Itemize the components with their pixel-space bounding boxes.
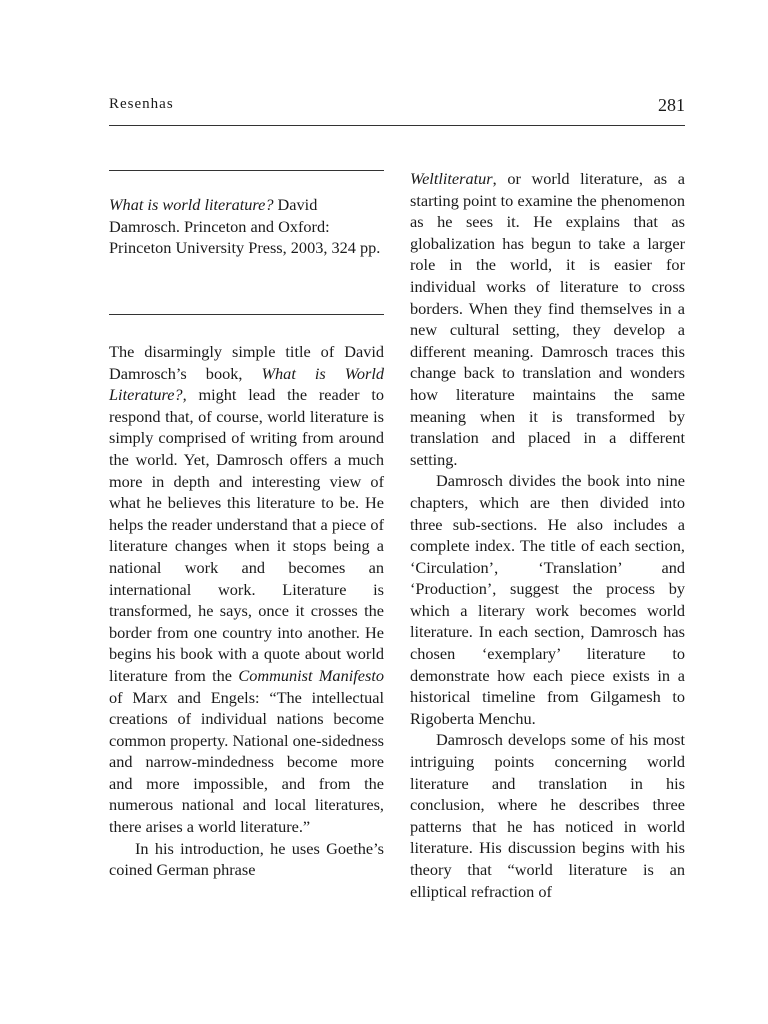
review-paragraph: Damrosch divides the book into nine chapters, which are then divided into three sub-sections. He also includes a complete index. The title of each section, ‘Circulation’, ‘Translation’ and ‘Production’, suggest the process by which a literary work becomes world literature. In each section, Damrosch has chosen ‘exemplary’ literature to demonstrate how each piece exists in a historical timeline from Gilgamesh to Rigoberta Menchu. xyxy=(410,471,685,728)
running-header: Resenhas xyxy=(109,96,174,112)
review-paragraph xyxy=(109,341,384,838)
paragraph-text: The disarmingly simple title of David Damrosch’s book, xyxy=(109,342,384,383)
book-citation xyxy=(109,194,384,259)
header-rule xyxy=(109,125,685,126)
paragraph-text: might lead the reader to respond that, of course, world literature is simply comprised of writing from around the world. Yet, Damrosch offers a much more in depth and interesting view of what he believes this literature to be. He helps the reader understand that a piece of literature changes when it stops being a national work and becomes an international work. Literature is transformed, he says, once it crosses the border from one country into another. He begins his book with a quote about world literature from the xyxy=(109,385,384,685)
left-column xyxy=(109,341,384,881)
citation-top-rule xyxy=(109,170,384,171)
book-details: David Damrosch. Princeton and Oxford: Princeton University Press, 2003, 324 pp. xyxy=(109,195,381,258)
book-title-italic: What is World Literature?, xyxy=(109,363,384,405)
review-paragraph: In his introduction, he uses Goethe’s coined German phrase xyxy=(109,838,384,880)
page-number: 281 xyxy=(658,95,685,115)
review-paragraph: Damrosch develops some of his most intriguing points concerning world literature and translation in his conclusion, where he describes three patterns that he has noticed in world literature. His discussion begins with his theory that “world literature is an elliptical refraction of xyxy=(410,730,685,901)
right-column xyxy=(410,168,685,902)
citation-bottom-rule xyxy=(109,314,384,315)
review-paragraph xyxy=(410,168,685,470)
manifesto-title-italic: Communist Manifesto xyxy=(238,665,384,685)
weltliteratur-italic: Weltliteratur xyxy=(410,169,493,188)
paragraph-text: of Marx and Engels: “The intellectual creations of individual nations become common property. National one-sidedness and narrow-mindedness become more and more impossible, and from the numerous national and local literatures, there arises a world literature.” xyxy=(109,687,384,837)
paragraph-text: , or world literature, as a starting point to examine the phenomenon as he sees it. He explains that as globalization has begun to take a larger role in the world, it is easier for individual works of literature to cross borders. When they find themselves in a new cultural setting, they develop a different meaning. Damrosch traces this change back to translation and wonders how literature maintains the same meaning when it is transformed by translation and placed in a different setting. xyxy=(410,169,685,469)
book-title: What is world literature? xyxy=(109,195,274,214)
